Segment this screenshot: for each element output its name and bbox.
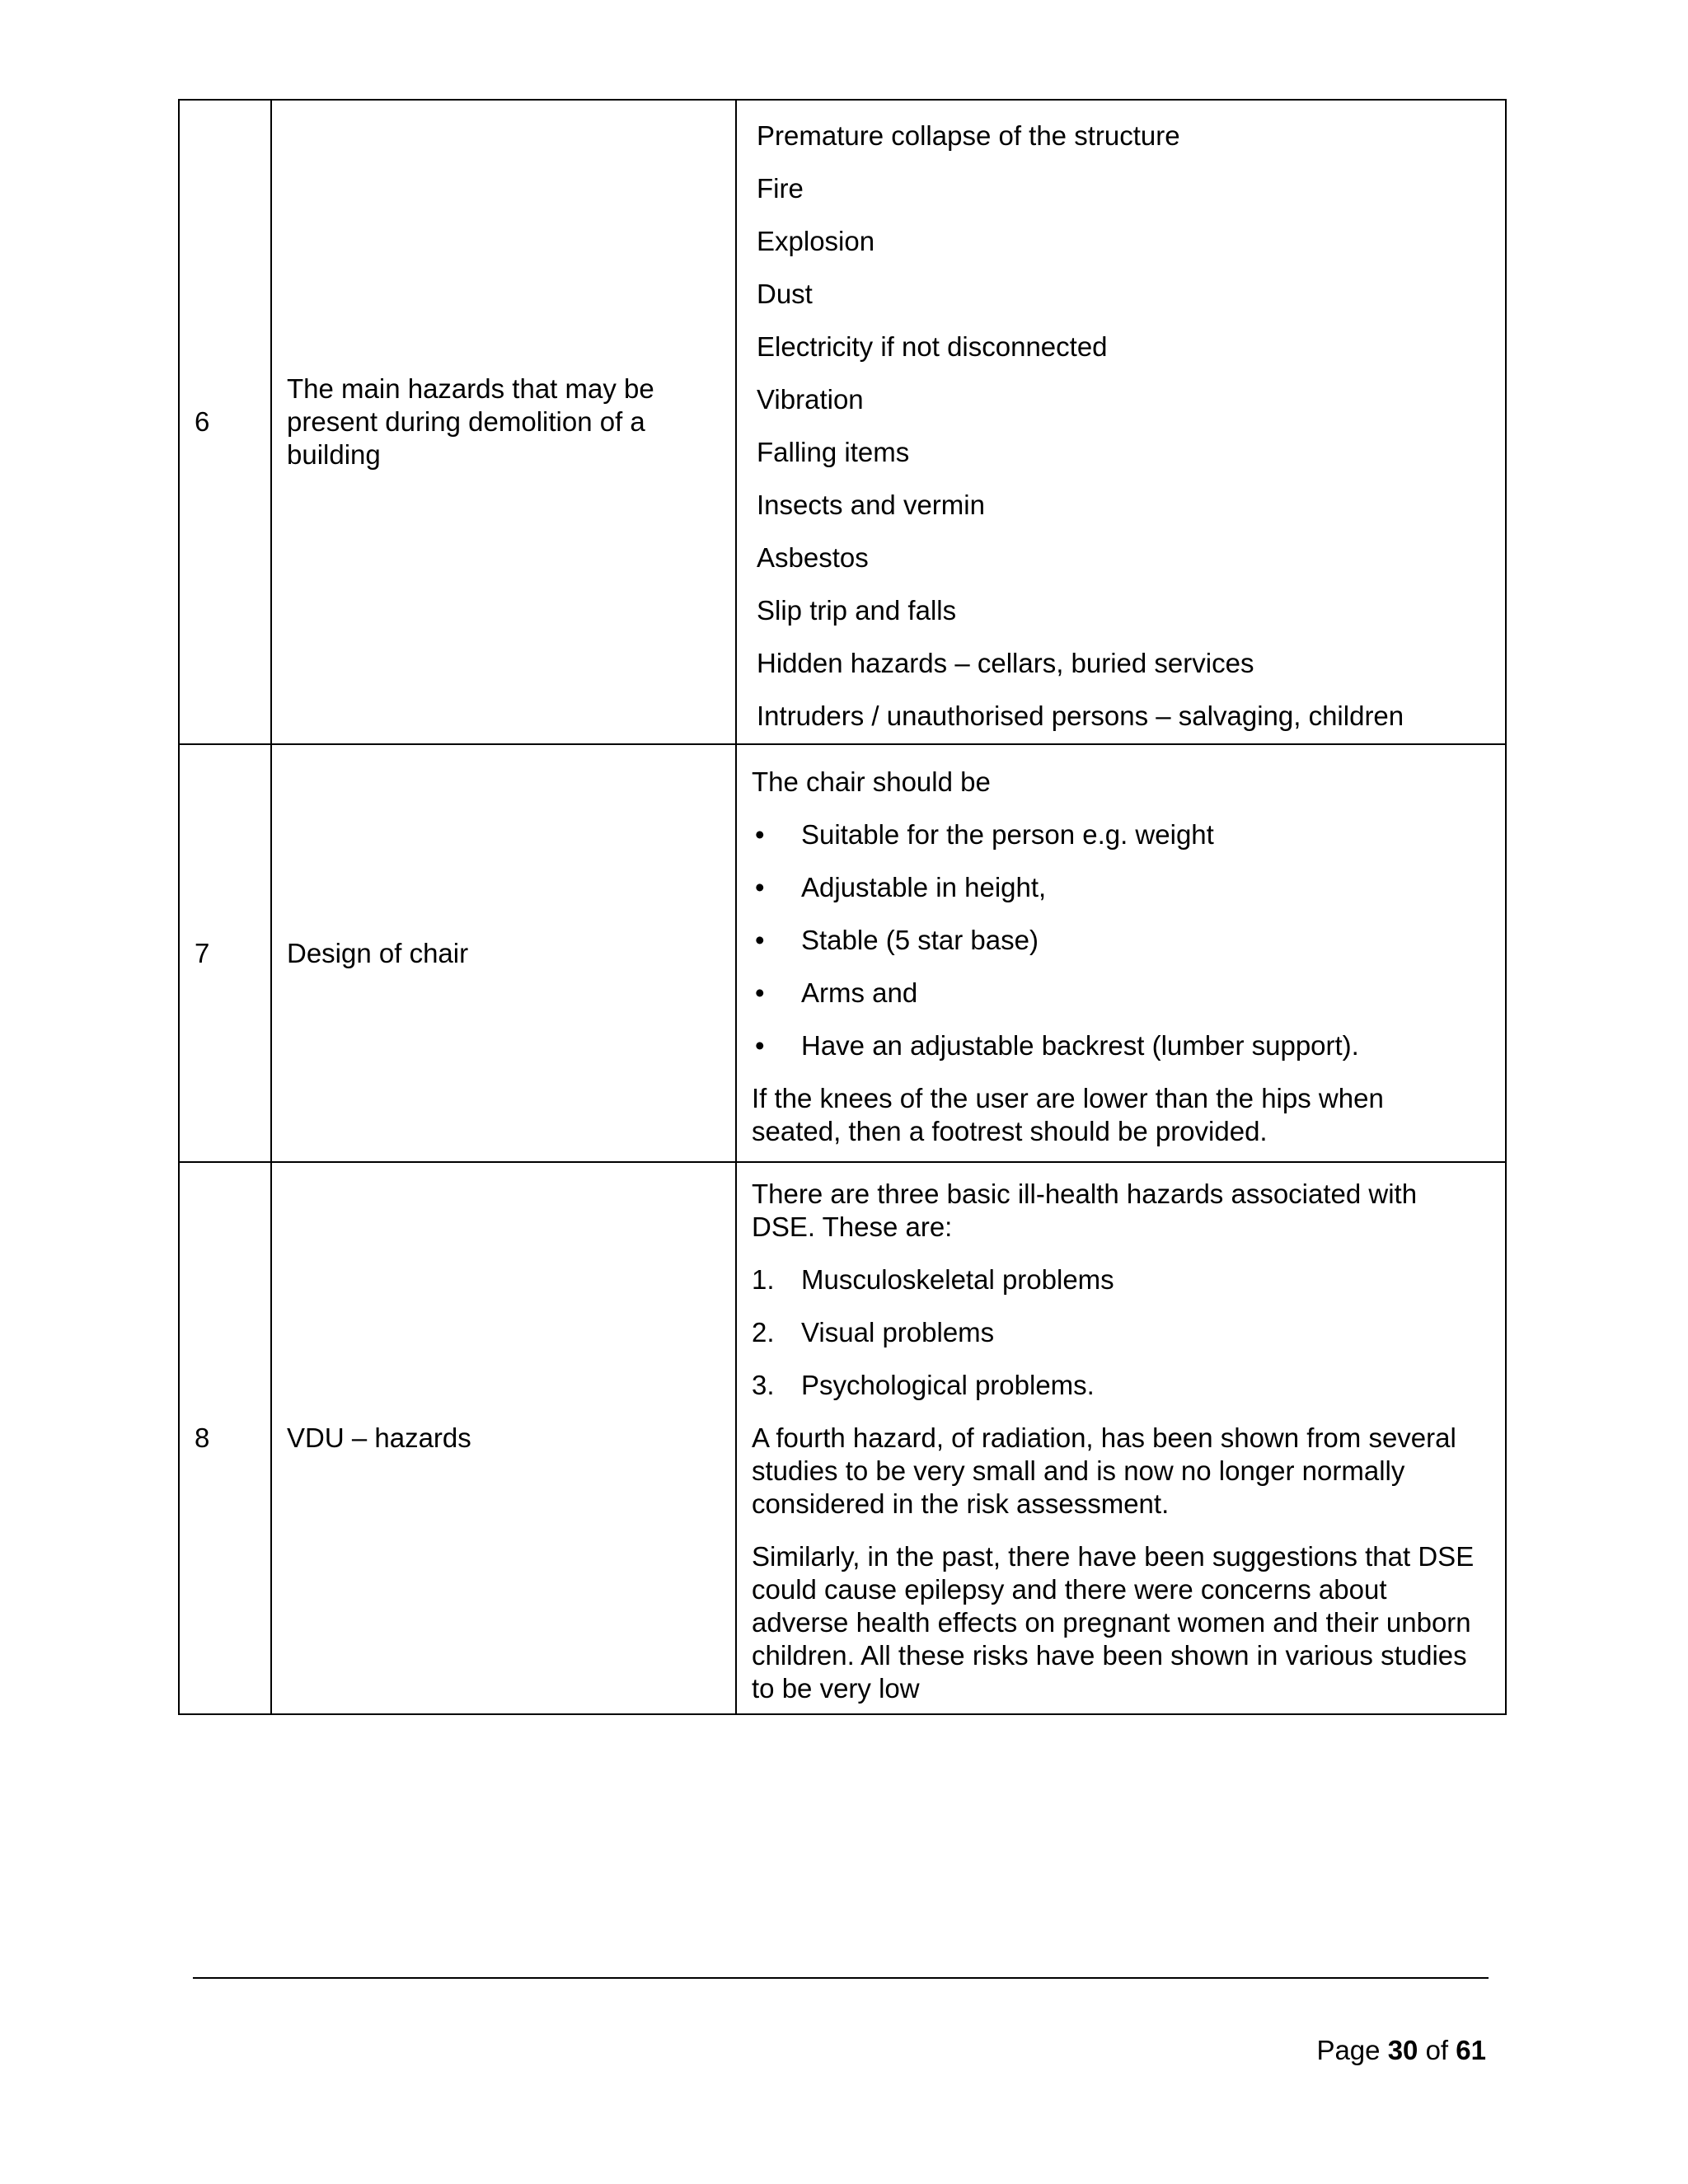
bullet-icon: • — [755, 818, 765, 850]
list-item: 3. Psychological problems. — [752, 1370, 1095, 1400]
answer-paragraph: A fourth hazard, of radiation, has been shown from several studies to be very small and is now no longer normally considered in the risk assessment. — [752, 1422, 1456, 1519]
hazard-list — [752, 106, 1480, 738]
row-number: 7 — [179, 744, 271, 1162]
list-item: • Arms and — [755, 977, 918, 1008]
list-item: Dust — [757, 279, 813, 309]
answers-table — [178, 99, 1507, 1715]
total-pages: 61 — [1456, 2035, 1486, 2065]
list-item: Asbestos — [757, 542, 869, 573]
list-item: Slip trip and falls — [757, 595, 957, 626]
list-item: Electricity if not disconnected — [757, 331, 1108, 362]
list-item: • Stable (5 star base) — [755, 924, 1039, 955]
bullet-icon: • — [755, 871, 765, 902]
list-item: • Suitable for the person e.g. weight — [755, 818, 1214, 850]
bullet-icon: • — [755, 977, 765, 1008]
list-item: Premature collapse of the structure — [757, 120, 1180, 151]
row-answer — [736, 1162, 1506, 1714]
table-row — [179, 100, 1506, 744]
list-item: Fire — [757, 173, 804, 204]
table-row — [179, 744, 1506, 1162]
bullet-icon: • — [755, 1029, 765, 1061]
answer-outro: If the knees of the user are lower than the hips when seated, then a footrest should be provided. — [752, 1082, 1384, 1146]
bullet-list — [752, 818, 1480, 1062]
list-item: Falling items — [757, 437, 910, 467]
footer-divider — [193, 1977, 1489, 1979]
row-number: 6 — [179, 100, 271, 744]
list-item: Explosion — [757, 226, 875, 256]
row-number: 8 — [179, 1162, 271, 1714]
answer-intro: There are three basic ill-health hazards associated with DSE. These are: — [752, 1179, 1418, 1242]
page-number: Page 30 of 61 — [1316, 2035, 1486, 2065]
row-answer — [736, 744, 1506, 1162]
list-item: Hidden hazards – cellars, buried services — [757, 648, 1254, 678]
list-item: • Have an adjustable backrest (lumber support). — [755, 1029, 1359, 1061]
current-page: 30 — [1387, 2035, 1418, 2065]
row-answer — [736, 100, 1506, 744]
answer-paragraph: Similarly, in the past, there have been suggestions that DSE could cause epilepsy and there were concerns about adverse health effects on pregnant women and their unborn children. All these risks have been shown in various studies to be very low — [752, 1541, 1475, 1704]
numbered-list — [752, 1263, 1480, 1402]
table-row — [179, 1162, 1506, 1714]
list-item: Intruders / unauthorised persons – salvaging, children — [757, 701, 1404, 731]
bullet-icon: • — [755, 924, 765, 955]
row-question: VDU – hazards — [271, 1162, 736, 1714]
row-question: Design of chair — [271, 744, 736, 1162]
list-item: Vibration — [757, 384, 864, 415]
list-item: 2. Visual problems — [752, 1317, 995, 1347]
list-item: • Adjustable in height, — [755, 871, 1047, 902]
list-item: Insects and vermin — [757, 490, 985, 520]
list-item: 1. Musculoskeletal problems — [752, 1264, 1114, 1295]
row-question: The main hazards that may be present during demolition of a building — [271, 100, 736, 744]
answer-intro: The chair should be — [752, 766, 991, 797]
